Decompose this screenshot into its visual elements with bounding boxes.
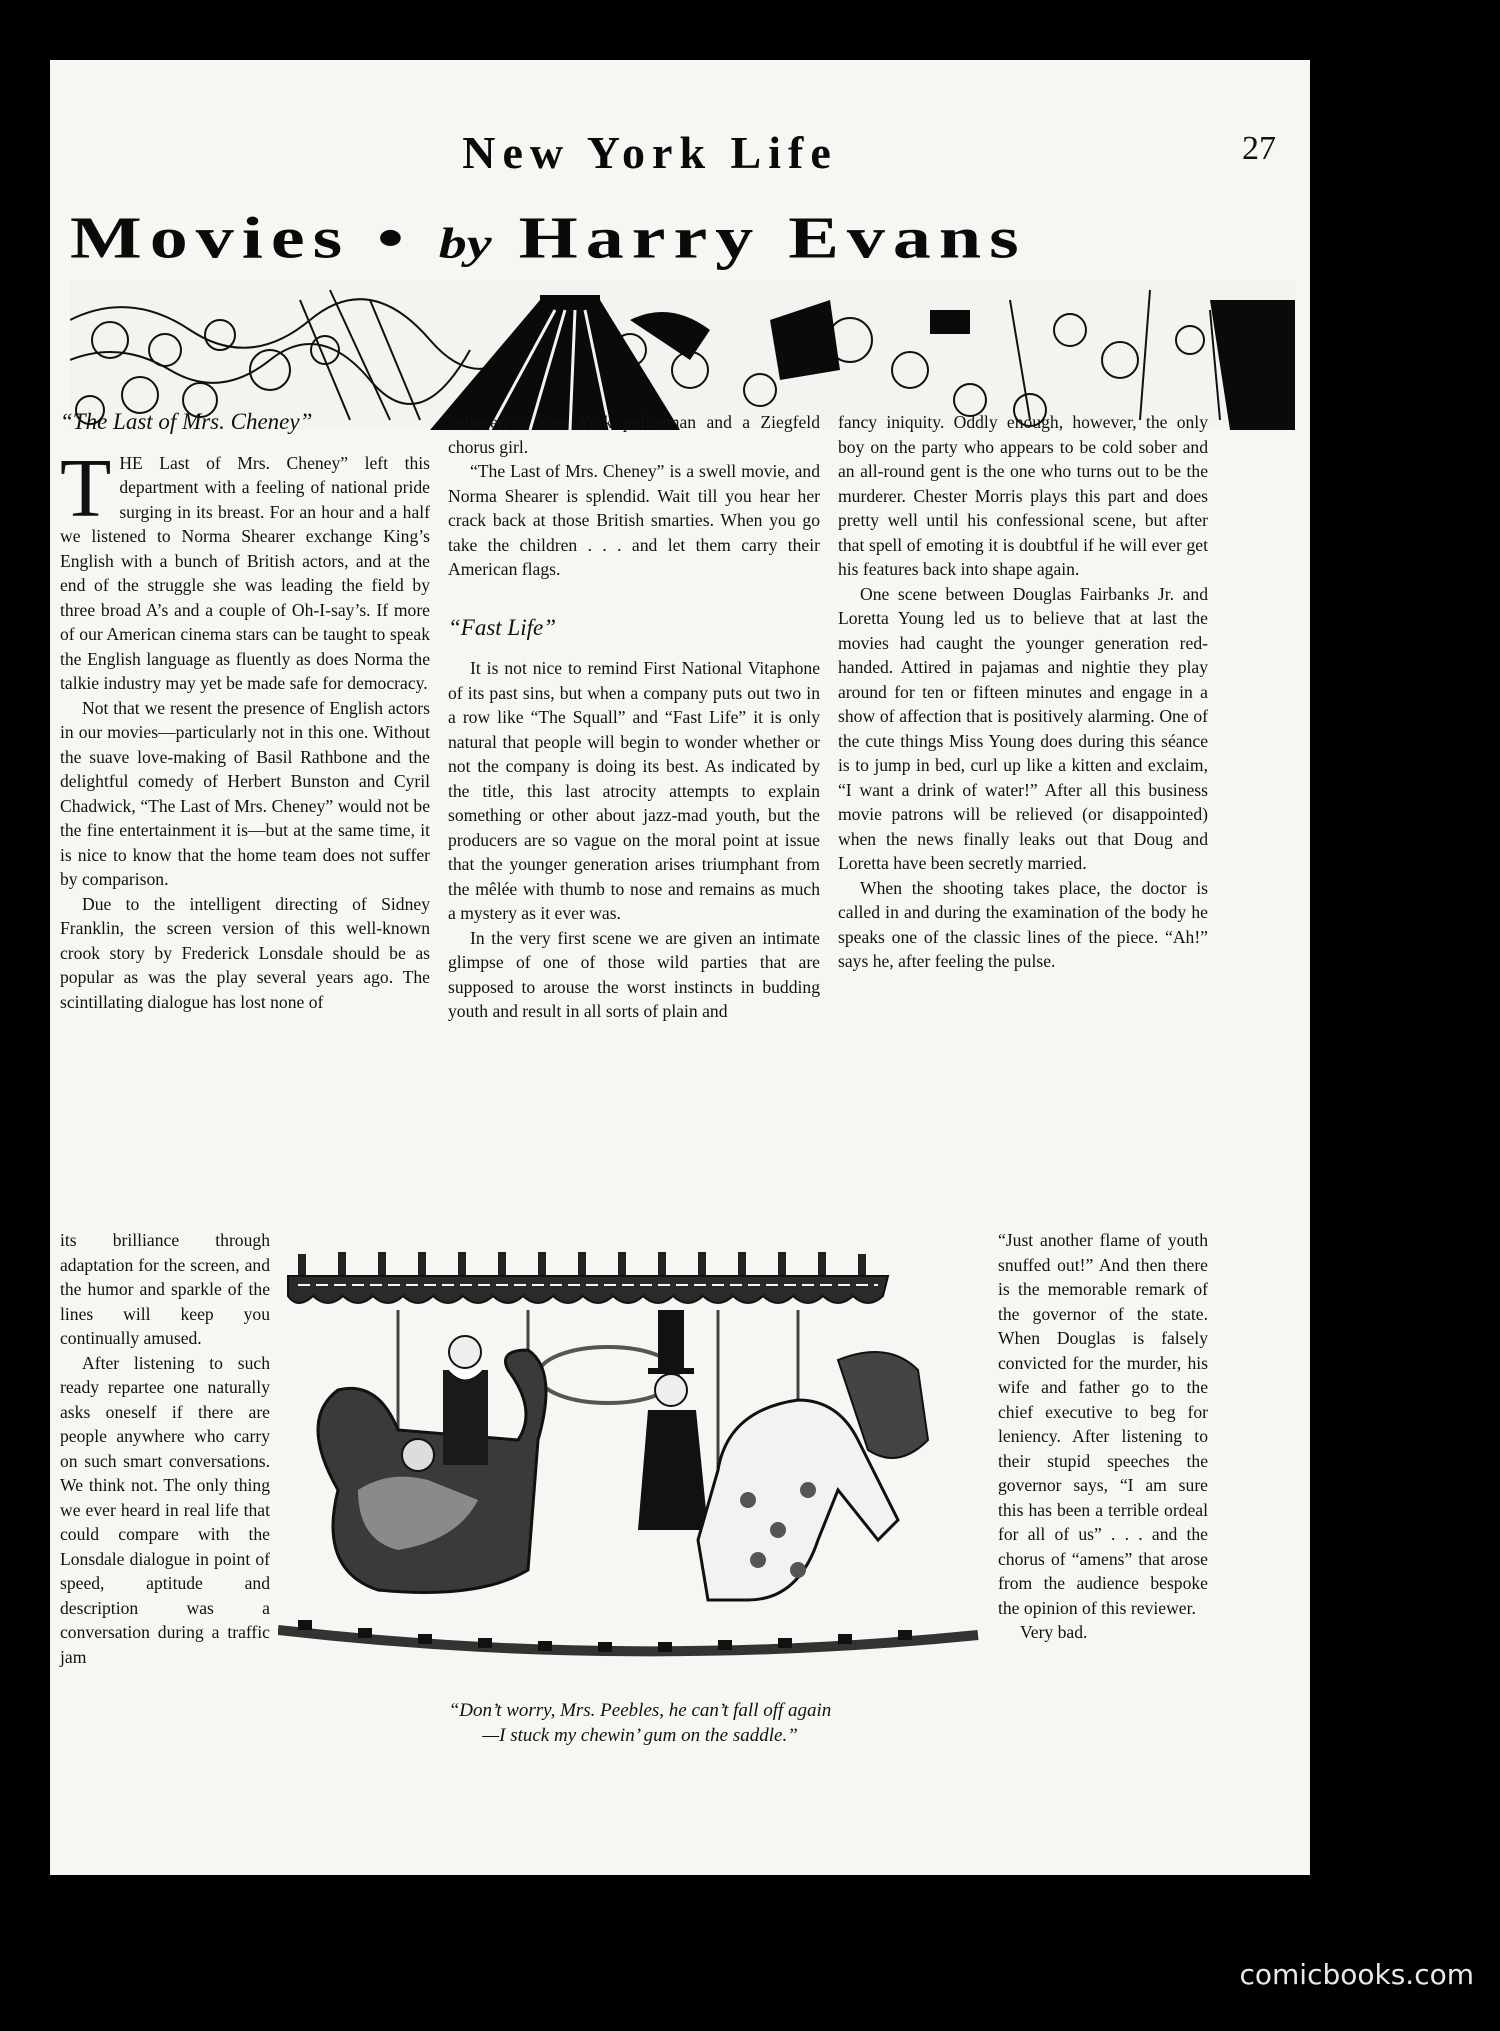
paragraph: After listening to such ready repartee one naturally asks oneself if there are people anywhere who carry on such smart conversations. We think not. The only thing we ever heard in real life that could compare with the Lonsdale dialogue in point of speed, aptitude and description was a conversation during a traffic jam xyxy=(60,1352,270,1667)
article-column-2 xyxy=(448,410,820,1024)
article-column-3-continued xyxy=(998,1228,1208,1645)
crowd-illustration xyxy=(70,280,1295,430)
caption-line-1: “Don’t worry, Mrs. Peebles, he can’t fall off again xyxy=(448,1700,832,1721)
paragraph: Not that we resent the presence of English actors in our movies—particularly not in this one. Without the suave love-making of Basil Rathbone and the delightful comedy of Herbert Bunston and Cyril Chadwick, “The Last of Mrs. Cheney” would not be the fine entertainment it is—but at the same time, it is nice to know that the home team does not suffer by comparison. xyxy=(60,697,430,889)
paragraph: “The Last of Mrs. Cheney” is a swell movie, and Norma Shearer is splendid. Wait till you hear her crack back at those British smarties. When you go take the children . . . and let them carry their American flags. xyxy=(448,461,820,579)
masthead-by: by xyxy=(438,219,492,268)
paragraph: between a New York policeman and a Ziegfeld chorus girl. xyxy=(448,412,820,457)
running-title: New York Life xyxy=(462,127,838,178)
masthead-author: Harry Evans xyxy=(518,205,1027,271)
section-title-fast-life: “Fast Life” xyxy=(448,614,557,640)
paragraph-text: HE Last of Mrs. Cheney” left this department with a feeling of national pride surging in its breast. For an hour and a half we listened to Norma Shearer exchange King’s English with a bunch of British actors, and at the end of the struggle she was leading the field by three broad A’s and a couple of Oh-I-say’s. If more of our American cinema stars can be taught to speak the English language as fluently as does Norma the talkie industry may yet be made safe for democracy. xyxy=(60,452,430,693)
paragraph: “Just another flame of youth snuffed out!” And then there is the memorable remark of the governor of the state. When Douglas is falsely convicted for the murder, his wife and father go to the chief executive to beg for leniency. After listening to their stupid speeches the governor says, “I am sure this has been a terrible ordeal for all of us” . . . and the chorus of “amens” that arose from the audience bespoke the opinion of this reviewer. xyxy=(998,1230,1208,1618)
masthead-title xyxy=(70,192,1295,282)
paragraph: Very bad. xyxy=(1020,1622,1088,1642)
page-number: 27 xyxy=(1242,130,1276,167)
illustration-caption xyxy=(290,1698,990,1748)
masthead-dot: • xyxy=(377,205,412,271)
section-title-last-of-mrs-cheney: “The Last of Mrs. Cheney” xyxy=(60,409,313,434)
drop-cap: T xyxy=(60,441,112,535)
article-column-1 xyxy=(60,410,430,1014)
paragraph: It is not nice to remind First National Vitaphone of its past sins, but when a company puts out two in a row like “The Squall” and “Fast Life” it is only natural that people will begin to wonder whether or not the company is doing its best. As indicated by the title, this last atrocity attempts to explain something or other about jazz-mad youth, but the producers are so vague on the moral point at issue that the younger generation arises triumphant from the mêlée with thumb to nose and remains as much a mystery as it ever was. xyxy=(448,658,820,923)
magazine-page xyxy=(50,60,1310,1875)
paragraph: fancy iniquity. Oddly enough, however, the only boy on the party who appears to be cold sober and an all-round gent is the one who turns out to be the murderer. Chester Morris plays this part and does pretty well until his confessional scene, but after that spell of emoting it is doubtful if he will ever get his features back into shape again. xyxy=(838,412,1208,579)
paragraph: One scene between Douglas Fairbanks Jr. and Loretta Young led us to believe that at last the movies had caught the younger generation red-handed. Attired in pajamas and nightie they play around for ten or fifteen minutes and engage in a show of affection that is positively alarming. One of the cute things Miss Young does during this séance is to jump in bed, curl up like a kitten and exclaim, “I want a drink of water!” After all this business movie patrons will be relieved (or disappointed) when the news finally leaks out that Doug and Loretta have been secretly married. xyxy=(838,583,1208,873)
paragraph xyxy=(60,441,430,696)
caption-line-2: —I stuck my chewin’ gum on the saddle.” xyxy=(482,1725,798,1746)
paragraph: its brilliance through adaptation for the screen, and the humor and sparkle of the lines will keep you continually amused. xyxy=(60,1230,270,1348)
article-column-1-continued xyxy=(60,1228,270,1669)
paragraph: Due to the intelligent directing of Sidney Franklin, the screen version of this well-known crook story by Frederick Lonsdale should be as popular as was the play several years ago. The scintillating dialogue has lost none of xyxy=(60,893,430,1012)
article-column-3 xyxy=(838,410,1208,974)
watermark: comicbooks.com xyxy=(1239,1958,1474,1991)
paragraph: When the shooting takes place, the doctor is called in and during the examination of the body he speaks one of the classic lines of the piece. “Ah!” says he, after feeling the pulse. xyxy=(838,877,1208,971)
masthead-movies: Movies xyxy=(70,205,351,271)
paragraph: In the very first scene we are given an intimate glimpse of one of those wild parties that are supposed to arouse the worst instincts in budding youth and result in all sorts of plain and xyxy=(448,927,820,1021)
carousel-illustration xyxy=(278,1240,988,1690)
